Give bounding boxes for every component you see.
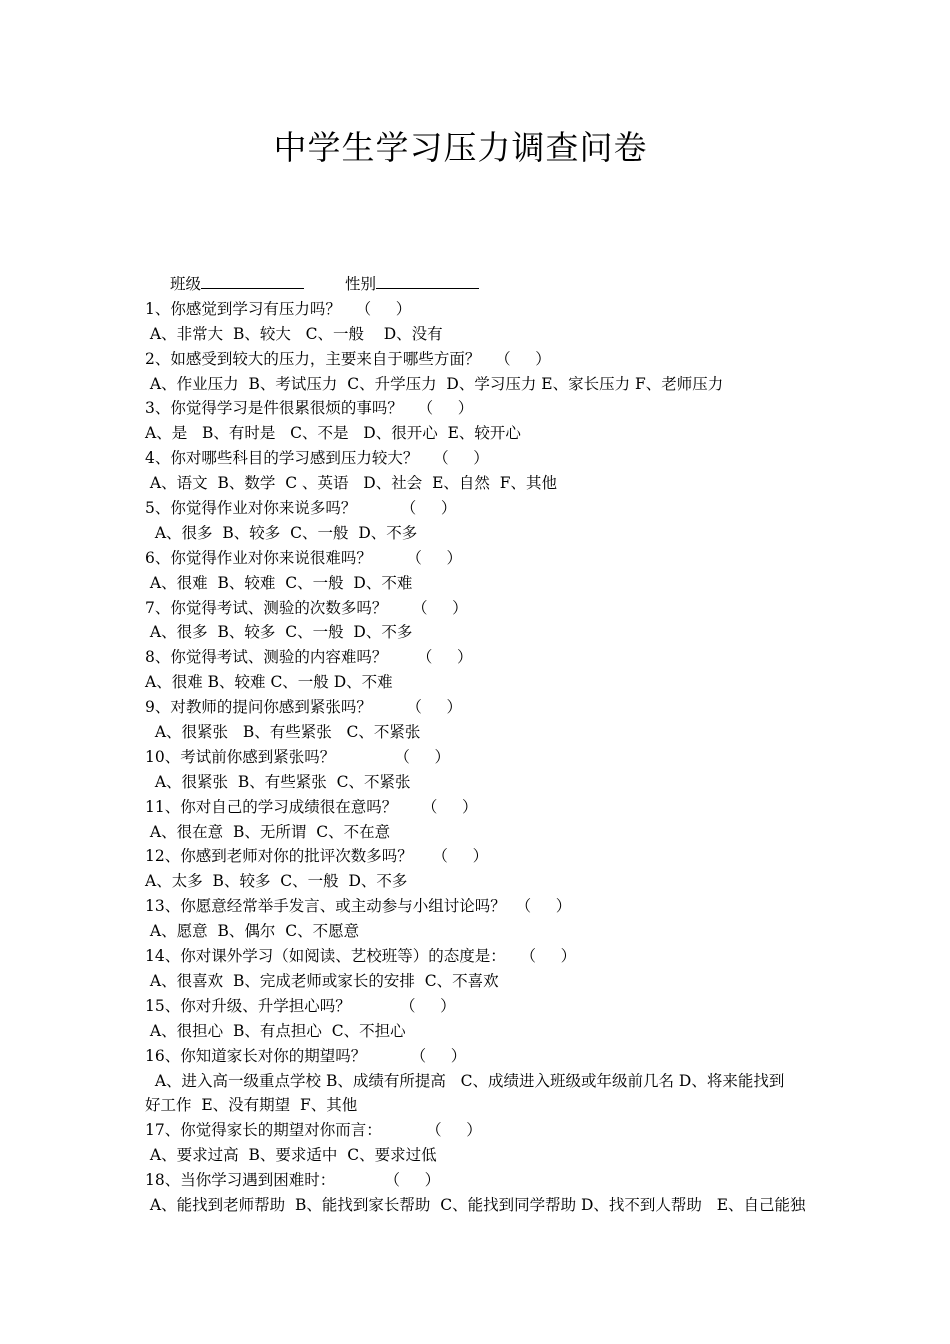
page-title: 中学生学习压力调查问卷 [273,128,648,167]
question-text: 14、你对课外学习（如阅读、艺校班等）的态度是： （ ） [145,947,577,966]
question-text: 13、你愿意经常举手发言、或主动参与小组讨论吗？ （ ） [145,897,572,916]
options-text: A、语文 B、数学 C 、英语 D、社会 E、自然 F、其他 [145,474,557,493]
options-text: A、愿意 B、偶尔 C、不愿意 [145,922,360,941]
questionnaire-body [145,272,825,1218]
question-text: 11、你对自己的学习成绩很在意吗？ （ ） [145,797,478,816]
options-text: A、非常大 B、较大 C、一般 D、没有 [145,324,443,343]
question-text: 17、你觉得家长的期望对你而言： （ ） [145,1121,482,1140]
question-text: 9、对教师的提问你感到紧张吗？ （ ） [145,698,462,717]
options-text: A、很担心 B、有点担心 C、不担心 [145,1021,406,1040]
options-text: A、太多 B、较多 C、一般 D、不多 [145,872,408,891]
class-label: 班级 [170,275,202,293]
options-text: A、是 B、有时是 C、不是 D、很开心 E、较开心 [145,424,521,443]
question-text: 10、考试前你感到紧张吗？ （ ） [145,747,450,766]
question-text: 5、你觉得作业对你来说多吗？ （ ） [145,499,457,518]
question-text: 15、你对升级、升学担心吗？ （ ） [145,996,456,1015]
options-text: A、很紧张 B、有些紧张 C、不紧张 [145,772,411,791]
question-list [145,297,825,1218]
options-text: A、很难 B、较难 C、一般 D、不难 [145,573,413,592]
question-text: 3、你觉得学习是件很累很烦的事吗？ （ ） [145,399,474,418]
options-text: A、能找到老师帮助 B、能找到家长帮助 C、能找到同学帮助 D、找不到人帮助 E、自己能独 [145,1195,806,1214]
question-text: 6、你觉得作业对你来说很难吗？ （ ） [145,548,462,567]
options-text: A、很在意 B、无所谓 C、不在意 [145,822,391,841]
question-text: 18、当你学习遇到困难时： （ ） [145,1171,441,1190]
options-text: A、要求过高 B、要求适中 C、要求过低 [145,1146,437,1165]
question-text: 8、你觉得考试、测验的内容难吗？ （ ） [145,648,473,667]
class-blank [201,274,304,289]
question-text: 1、你感觉到学习有压力吗？ （ ） [145,299,412,318]
gender-label: 性别 [345,275,377,293]
info-line [145,272,825,297]
options-text: A、很多 B、较多 C、一般 D、不多 [145,523,418,542]
options-text: A、作业压力 B、考试压力 C、升学压力 D、学习压力 E、家长压力 F、老师压力 [145,374,724,393]
question-text: 7、你觉得考试、测验的次数多吗？ （ ） [145,598,468,617]
question-text: 2、如感受到较大的压力，主要来自于哪些方面？ （ ） [145,349,551,368]
options-text: A、很多 B、较多 C、一般 D、不多 [145,623,413,642]
options-text: A、很喜欢 B、完成老师或家长的安排 C、不喜欢 [145,971,499,990]
question-text: 4、你对哪些科目的学习感到压力较大？ （ ） [145,449,489,468]
options-text: A、很难 B、较难 C、一般 D、不难 [145,673,393,692]
options-continuation: 好工作 E、没有期望 F、其他 [145,1096,358,1115]
options-text: A、很紧张 B、有些紧张 C、不紧张 [145,723,421,742]
question-text: 16、你知道家长对你的期望吗？ （ ） [145,1046,467,1065]
options-text: A、进入高一级重点学校 B、成绩有所提高 C、成绩进入班级或年级前几名 D、将来能找到 [145,1071,785,1090]
question-text: 12、你感到老师对你的批评次数多吗？ （ ） [145,847,489,866]
gender-blank [376,274,479,289]
